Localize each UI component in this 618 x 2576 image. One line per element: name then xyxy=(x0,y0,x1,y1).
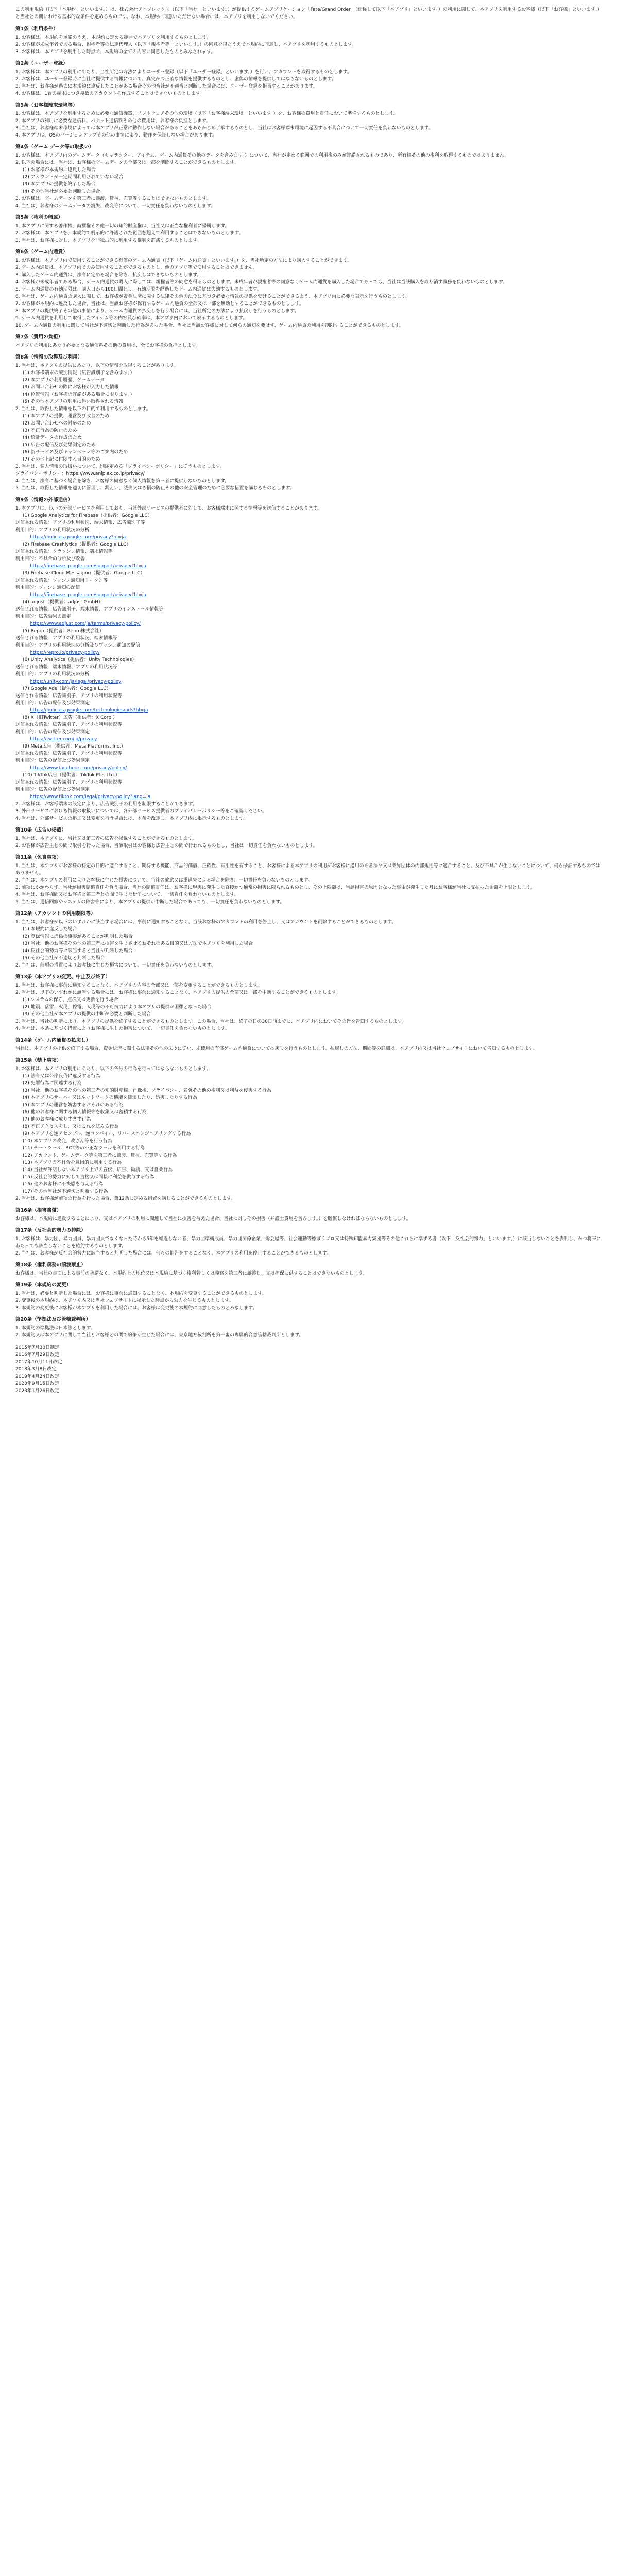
article-title: 第10条（広告の掲載） xyxy=(15,827,66,833)
article-section xyxy=(15,334,603,349)
article-paragraph: 1. 当社は、本アプリがお客様の特定の目的に適合すること、期待する機能、商品的価値、正確性、有用性を有すること、お客様による本アプリの利用がお客様に適用のある法令又は業界団体の内部規則等に適合すること、及び不具合が生じないことについて、何ら保証するものではありません。 xyxy=(15,863,600,876)
list-item: (7) その他上記に付随する目的のため xyxy=(23,457,100,462)
article-section xyxy=(15,249,603,329)
terms-document xyxy=(15,0,603,1405)
revision-date: 2018年3月8日改定 xyxy=(15,1367,57,1372)
revision-date: 2020年9月15日改定 xyxy=(15,1381,60,1386)
list-item: (2) お問い合わせへの対応のため xyxy=(23,421,91,426)
list-item: (7) Google Ads（提供者：Google LLC） xyxy=(23,686,111,691)
article-paragraph: 4. お客様が未成年者である場合、ゲーム内通貨の購入に際しては、親権者等の同意を得るものとします。未成年者が親権者等の同意なくゲーム内通貨を購入した場合であっても、当社は当該購入を取り消す義務を負わないものとします。 xyxy=(15,280,507,285)
list-item: (9) 本アプリを逆アセンブル、逆コンパイル、リバースエンジニアリングする行為 xyxy=(23,1131,191,1137)
revision-date: 2023年1月26日改定 xyxy=(15,1388,60,1394)
article-paragraph: 当社は、本アプリの提供を終了する場合、資金決済に関する法律その他の法令に従い、未使用の有償ゲーム内通貨について払戻しを行うものとします。払戻しの方法、期間等の詳細は、本アプリ内又は当社ウェブサイトにおいて告知するものとします。 xyxy=(15,1046,538,1052)
policy-link[interactable]: https://www.adjust.com/ja/terms/privacy-policy/ xyxy=(30,621,141,626)
article-paragraph: 送信される情報：広告識別子、アプリの利用状況等 xyxy=(15,722,122,727)
article-paragraph: 送信される情報：プッシュ通知用トークン等 xyxy=(15,578,108,583)
list-item: (10) 本アプリの改変、改ざん等を行う行為 xyxy=(23,1139,112,1144)
article-paragraph: お客様は、当社の書面による事前の承諾なく、本規約上の地位又は本規約に基づく権利若しくは義務を第三者に譲渡し、又は担保に供することはできないものとします。 xyxy=(15,1271,368,1276)
policy-link[interactable]: https://unity.com/ja/legal/privacy-policy xyxy=(30,679,122,684)
list-item: (2) アカウントが一定期間利用されていない場合 xyxy=(23,175,124,180)
article-paragraph: 送信される情報：広告識別子、アプリの利用状況等 xyxy=(15,780,122,785)
article-section xyxy=(15,1262,603,1277)
list-item: (4) 反社会的勢力等に該当すると当社が判断した場合 xyxy=(23,948,133,954)
article-paragraph: 2. 当社は、お客様が前項の行為を行った場合、第12条に定める措置を講じることができるものとします。 xyxy=(15,1196,236,1201)
article-paragraph: 3. 当社は、お客様端末環境によっては本アプリが正常に動作しない場合があることをあらかじめ了承するものとし、当社はお客様端末環境に起因する不具合について一切責任を負わないものとします。 xyxy=(15,126,434,131)
article-paragraph: 1. お客様は、本アプリを利用するために必要な通信機器、ソフトウェアその他の環境（以下「お客様端末環境」といいます。）を、お客様の費用と責任において準備するものとします。 xyxy=(15,111,398,116)
article-section xyxy=(15,1207,603,1223)
article-section xyxy=(15,1227,603,1257)
article-paragraph: 2. お客様は、本アプリを、本規約で明示的に許諾された範囲を超えて利用することはできないものとします。 xyxy=(15,231,244,236)
list-item: (3) Firebase Cloud Messaging（提供者：Google LLC） xyxy=(23,571,145,576)
revision-date: 2017年10月11日改定 xyxy=(15,1360,62,1365)
article-section xyxy=(15,1057,603,1202)
list-item: (2) 犯罪行為に関連する行為 xyxy=(23,1081,82,1086)
article-paragraph: 10. ゲーム内通貨の利用に関して当社が不適切と判断した行為があった場合、当社は当該お客様に対して何らの通知を要せず、ゲーム内通貨の利用を制限することができるものとします。 xyxy=(15,323,404,328)
policy-link[interactable]: https://firebase.google.com/support/privacy?hl=ja xyxy=(30,564,147,569)
revision-dates xyxy=(15,1344,603,1395)
list-item: (1) システムの保守、点検又は更新を行う場合 xyxy=(23,997,118,1003)
list-item: (4) 本アプリのサーバー又はネットワークの機能を破壊したり、妨害したりする行為 xyxy=(23,1095,197,1100)
article-paragraph: 利用目的：広告の配信及び効果測定 xyxy=(15,787,90,792)
article-paragraph: 1. お客様は、本規約を承諾のうえ、本規約に定める範囲で本アプリを利用するものとします。 xyxy=(15,35,211,40)
article-paragraph: 2. ゲーム内通貨は、本アプリ内でのみ使用することができるものとし、他のアプリ等で使用することはできません。 xyxy=(15,265,258,270)
article-section xyxy=(15,827,603,850)
article-paragraph: 2. 本規約又は本アプリに関して当社とお客様との間で紛争が生じた場合には、東京地方裁判所を第一審の専属的合意管轄裁判所とします。 xyxy=(15,1333,304,1338)
article-title: 第9条（情報の外部送信） xyxy=(15,497,73,503)
article-title: 第18条（権利義務の譲渡禁止） xyxy=(15,1262,86,1268)
article-section xyxy=(15,1282,603,1312)
list-item: (3) 当社、他のお客様その他の第三者の知的財産権、肖像権、プライバシー、名誉その他の権利又は利益を侵害する行為 xyxy=(23,1088,271,1093)
article-paragraph: 2. 本アプリの利用に必要な通信料、パケット通信料その他の費用は、お客様の負担とします。 xyxy=(15,118,211,124)
article-paragraph: 1. 当社は、必要と判断した場合には、お客様に事前に通知することなく、本規約を変更することができるものとします。 xyxy=(15,1291,267,1296)
article-title: 第1条（利用条件） xyxy=(15,26,58,32)
list-item: (2) 登録情報に虚偽の事実があることが判明した場合 xyxy=(23,934,133,939)
list-item: (4) 統計データの作成のため xyxy=(23,435,82,440)
list-item: (6) 新サービス及びキャンペーン等のご案内のため xyxy=(23,450,128,455)
article-paragraph: 1. お客様は、本アプリ内のゲームデータ（キャラクター、アイテム、ゲーム内通貨その他のデータを含みます。）について、当社が定める範囲での利用権のみが許諾されるものであり、所有権その他の権利を取得するものではありません。 xyxy=(15,153,509,158)
article-paragraph: 1. 本規約の準拠法は日本法とします。 xyxy=(15,1326,95,1331)
list-item: (3) その他当社が本アプリの提供の中断が必要と判断した場合 xyxy=(23,1012,151,1017)
article-title: 第8条（情報の取得及び利用） xyxy=(15,354,83,360)
article-paragraph: 4. 当社は、お客様のゲームデータの消失、改変等について、一切責任を負わないものとします。 xyxy=(15,204,216,209)
list-item: (11) チートツール、BOT等の不正なツールを利用する行為 xyxy=(23,1146,145,1151)
list-item: (3) お問い合わせの際にお客様が入力した情報 xyxy=(23,385,119,390)
article-paragraph: 9. ゲーム内通貨を利用して取得したアイテム等の内容及び確率は、本アプリ内において表示するものとします。 xyxy=(15,316,248,321)
list-item: (1) お客様が本規約に違反した場合 xyxy=(23,167,96,173)
list-item: (4) その他当社が必要と判断した場合 xyxy=(23,189,100,194)
list-item: (8) 不正アクセスをし、又はこれを試みる行為 xyxy=(23,1124,119,1129)
list-item: (5) Repro（提供者：Repro株式会社） xyxy=(23,629,104,634)
list-item: (2) Firebase Crashlytics（提供者：Google LLC） xyxy=(23,542,131,547)
article-paragraph: 2. 変更後の本規約は、本アプリ内又は当社ウェブサイトに掲示した時点から効力を生じるものとします。 xyxy=(15,1298,234,1303)
list-item: (15) 反社会的勢力に対して直接又は間接に利益を供与する行為 xyxy=(23,1175,154,1180)
article-title: 第11条（免責事項） xyxy=(15,855,62,860)
list-item: (14) 当社が許諾しない本アプリ上での宣伝、広告、勧誘、又は営業行為 xyxy=(23,1167,173,1173)
list-item: (13) 本アプリの不具合を意図的に利用する行為 xyxy=(23,1160,122,1165)
article-paragraph: 3. お客様は、本アプリを利用した時点で、本規約の全ての内容に同意したものとみなされます。 xyxy=(15,49,216,55)
article-paragraph: 5. 当社は、通信回線やシステムの障害等により、本アプリの提供が中断した場合であっても、一切責任を負わないものとします。 xyxy=(15,900,285,905)
list-item: (6) Unity Analytics（提供者：Unity Technologies） xyxy=(23,657,137,663)
list-item: (1) 本規約に違反した場合 xyxy=(23,927,77,932)
policy-link[interactable]: https://policies.google.com/privacy?hl=ja xyxy=(30,535,126,540)
article-paragraph: 6. 当社は、ゲーム内通貨の購入に関して、お客様が資金決済に関する法律その他の法令に基づき必要な情報の提供を受けることができるよう、本アプリ内に必要な表示を行うものとします。 xyxy=(15,294,410,299)
article-title: 第4条（ゲーム データ等の取扱い） xyxy=(15,144,94,150)
article-section xyxy=(15,102,603,139)
article-paragraph: 2. お客様が未成年者である場合、親権者等の法定代理人（以下「親権者等」といいます。）の同意を得たうえで本規約に同意し、本アプリを利用するものとします。 xyxy=(15,42,357,47)
list-item: (5) 広告の配信及び効果測定のため xyxy=(23,443,96,448)
list-item: (4) adjust（提供者：adjust GmbH） xyxy=(23,600,103,605)
article-paragraph: 4. 本アプリは、OSのバージョンアップその他の事情により、動作を保証しない場合があります。 xyxy=(15,133,217,138)
article-section xyxy=(15,497,603,822)
article-paragraph: 本アプリの利用にあたり必要となる通信料その他の費用は、全てお客様の負担とします。 xyxy=(15,343,200,348)
policy-link[interactable]: https://www.facebook.com/privacy/policy/ xyxy=(30,766,127,771)
list-item: (4) 位置情報（お客様の許諾がある場合に限ります。） xyxy=(23,392,135,397)
article-paragraph: 送信される情報：広告識別子、アプリの利用状況等 xyxy=(15,751,122,756)
list-item: (12) アカウント、ゲームデータ等を第三者に譲渡、貸与、売買等する行為 xyxy=(23,1153,177,1158)
article-paragraph: 3. 当社は、お客様に対し、本アプリを非独占的に利用する権利を許諾するものとします。 xyxy=(15,238,202,243)
policy-link[interactable]: https://repro.io/privacy-policy/ xyxy=(30,650,100,655)
article-paragraph: 送信される情報：クラッシュ情報、端末情報等 xyxy=(15,549,113,554)
article-paragraph: お客様は、本規約に違反することにより、又は本アプリの利用に関連して当社に損害を与えた場合、当社に対しその損害（弁護士費用を含みます。）を賠償しなければならないものとします。 xyxy=(15,1216,411,1222)
article-paragraph: 3. 当社は、個人情報の取扱いについて、別途定める「プライバシーポリシー」に従うものとします。 xyxy=(15,464,225,469)
article-paragraph: 2. お客様は、ユーザー登録時に当社に提供する情報について、真実かつ正確な情報を提供するものとし、虚偽の情報を提供してはならないものとします。 xyxy=(15,77,336,82)
article-paragraph: 利用目的：不具合の分析及び改善 xyxy=(15,556,85,562)
list-item: (3) 本アプリの提供を終了した場合 xyxy=(23,182,96,187)
article-paragraph: 3. 前項にかかわらず、当社が損害賠償責任を負う場合、当社の賠償責任は、お客様に現実に発生した直接かつ通常の損害に限られるものとし、その上限額は、当該損害の原因となった事由が発生した月にお客様が当社に支払った金額を上限とします。 xyxy=(15,885,536,890)
article-paragraph: 3. 外部サービスにおける情報の取扱いについては、各外部サービス提供者のプライバシーポリシー等をご確認ください。 xyxy=(15,809,267,814)
article-title: 第7条（費用の負担） xyxy=(15,334,63,340)
article-section xyxy=(15,144,603,210)
article-title: 第13条（本アプリの変更、中止及び終了） xyxy=(15,974,110,980)
article-paragraph: 1. 本アプリに関する著作権、商標権その他一切の知的財産権は、当社又は正当な権利者に帰属します。 xyxy=(15,224,230,229)
article-paragraph: 2. 当社は、前項の措置によりお客様に生じた損害について、一切責任を負わないものとします。 xyxy=(15,963,216,968)
article-section xyxy=(15,214,603,244)
article-paragraph: 利用目的：プッシュ通知の配信 xyxy=(15,585,80,590)
list-item: (2) 地震、落雷、火災、停電、天災等の不可抗力により本アプリの提供が困難となった場合 xyxy=(23,1005,212,1010)
revision-date: 2019年4月24日改定 xyxy=(15,1374,60,1379)
article-section xyxy=(15,1037,603,1053)
article-paragraph: 利用目的：広告効果の測定 xyxy=(15,614,72,619)
article-paragraph: 1. お客様は、本アプリの利用にあたり、当社所定の方法によりユーザー登録（以下「ユーザー登録」といいます。）を行い、アカウントを取得するものとします。 xyxy=(15,70,352,75)
article-paragraph: 2. 当社は、以下のいずれかに該当する場合には、お客様に事前に通知することなく、本アプリの提供の全部又は一部を中断することができるものとします。 xyxy=(15,990,341,995)
policy-link[interactable]: https://policies.google.com/technologies/ads?hl=ja xyxy=(30,708,148,713)
article-paragraph: 3. 当社は、お客様が過去に本規約に違反したことがある場合その他当社が不適当と判断した場合には、ユーザー登録を拒否することがあります。 xyxy=(15,84,318,89)
intro-paragraph: この利用規約（以下「本規約」といいます。）は、株式会社アニプレックス（以下「当社」といいます。）が提供するゲームアプリケーション「Fate/Grand Order」（総称して以下「本アプリ」といいます。）の利用に関して、本アプリを利用するお客様（以下「お客様」といいます。）と当社との間における基本的な条件を定めるものです。なお、本規約に同意いただけない場合には、本アプリを利用しないでください。 xyxy=(15,7,602,20)
article-title: 第16条（損害賠償） xyxy=(15,1208,62,1213)
article-paragraph: 3. 購入したゲーム内通貨は、法令に定める場合を除き、払戻しはできないものとします。 xyxy=(15,273,202,278)
article-paragraph: 1. 当社は、お客様が以下のいずれかに該当する場合には、事前に通知することなく、当該お客様のアカウントの利用を停止し、又はアカウントを削除することができるものとします。 xyxy=(15,920,397,925)
list-item: (1) お客様端末の識別情報（広告識別子を含みます。） xyxy=(23,370,135,376)
article-paragraph: プライバシーポリシー：https://www.aniplex.co.jp/privacy/ xyxy=(15,471,145,477)
list-item: (5) 本アプリの運営を妨害するおそれのある行為 xyxy=(23,1103,124,1108)
article-paragraph: 利用目的：広告の配信及び効果測定 xyxy=(15,758,90,764)
article-paragraph: 利用目的：アプリの利用状況の分析 xyxy=(15,528,90,533)
article-section xyxy=(15,974,603,1032)
article-paragraph: 利用目的：アプリの利用状況の分析 xyxy=(15,672,90,677)
list-item: (6) 他のお客様に関する個人情報等を収集又は蓄積する行為 xyxy=(23,1110,147,1115)
policy-link[interactable]: https://firebase.google.com/support/privacy?hl=ja xyxy=(30,592,147,598)
article-paragraph: 利用目的：広告の配信及び効果測定 xyxy=(15,730,90,735)
list-item: (17) その他当社が不適切と判断する行為 xyxy=(23,1189,108,1194)
article-paragraph: 利用目的：アプリの利用状況の分析及びプッシュ通知の配信 xyxy=(15,643,140,648)
article-paragraph: 1. 当社は、本アプリに、当社又は第三者の広告を掲載することができるものとします。 xyxy=(15,836,197,841)
article-paragraph: 2. 当社は、本アプリの利用によりお客様に生じた損害について、当社の故意又は重過失による場合を除き、一切責任を負わないものとします。 xyxy=(15,878,313,883)
list-item: (8) X（旧Twitter）広告（提供者：X Corp.） xyxy=(23,715,118,720)
article-section xyxy=(15,354,603,492)
article-paragraph: 1. 本アプリは、以下の外部サービスを利用しており、当該外部サービスの提供者に対して、お客様端末に関する情報等を送信することがあります。 xyxy=(15,506,322,511)
article-title: 第17条（反社会的勢力の排除） xyxy=(15,1228,86,1233)
article-paragraph: 2. 以下の場合には、当社は、お客様のゲームデータの全部又は一部を削除することができるものとします。 xyxy=(15,160,239,165)
list-item: (5) その他当社が不適切と判断した場合 xyxy=(23,956,105,961)
list-item: (3) 当社、他のお客様その他の第三者に損害を生じさせるおそれのある目的又は方法で本アプリを利用した場合 xyxy=(23,941,253,946)
article-paragraph: 利用目的：広告の配信及び効果測定 xyxy=(15,701,90,706)
article-paragraph: 7. お客様が本規約に違反した場合、当社は、当該お客様が保有するゲーム内通貨の全部又は一部を無効とすることができるものとします。 xyxy=(15,301,304,307)
article-paragraph: 4. 当社は、本条に基づく措置によりお客様に生じた損害について、一切責任を負わないものとします。 xyxy=(15,1026,230,1031)
article-paragraph: 4. 当社は、お客様間又はお客様と第三者との間で生じた紛争について、一切責任を負わないものとします。 xyxy=(15,892,239,897)
article-title: 第15条（禁止事項） xyxy=(15,1058,62,1063)
article-title: 第12条（アカウントの利用制限等） xyxy=(15,911,96,917)
article-paragraph: 送信される情報：アプリの利用状況、端末情報、広告識別子等 xyxy=(15,520,145,526)
article-paragraph: 2. お客様は、お客様端末の設定により、広告識別子の利用を制限することができます。 xyxy=(15,802,197,807)
article-paragraph: 1. 当社は、本アプリの提供にあたり、以下の情報を取得することがあります。 xyxy=(15,363,179,368)
list-item: (1) 本アプリの提供、運営及び改善のため xyxy=(23,414,110,419)
article-paragraph: 8. 本アプリの提供終了その他の事情により、ゲーム内通貨の払戻しを行う場合には、当社所定の方法により払戻しを行うものとします。 xyxy=(15,309,299,314)
article-title: 第19条（本規約の変更） xyxy=(15,1282,72,1288)
list-item: (2) 本アプリの利用履歴、ゲームデータ xyxy=(23,378,105,383)
revision-date: 2016年7月29日改定 xyxy=(15,1352,60,1358)
article-paragraph: 送信される情報：広告識別子、端末情報、アプリのインストール情報等 xyxy=(15,607,164,612)
list-item: (10) TikTok広告（提供者：TikTok Pte. Ltd.） xyxy=(23,773,120,778)
list-item: (9) Meta広告（提供者：Meta Platforms, Inc.） xyxy=(23,744,126,749)
article-section xyxy=(15,910,603,969)
list-item: (5) その他本アプリの利用に伴い取得される情報 xyxy=(23,399,124,404)
article-paragraph: 4. お客様は、1台の端末につき複数のアカウントを作成することはできないものとします。 xyxy=(15,91,205,96)
article-paragraph: 2. 当社は、お客様が反社会的勢力に該当すると判明した場合には、何らの催告をすることなく、本アプリの利用を停止することができるものとします。 xyxy=(15,1251,332,1256)
article-section xyxy=(15,60,603,97)
policy-link[interactable]: https://www.tiktok.com/legal/privacy-policy?lang=ja xyxy=(30,794,151,800)
policy-link[interactable]: https://twitter.com/ja/privacy xyxy=(30,737,97,742)
list-item: (3) 不正行為の防止のため xyxy=(23,428,77,433)
article-paragraph: 4. 当社は、法令に基づく場合を除き、お客様の同意なく個人情報を第三者に提供しないものとします。 xyxy=(15,479,230,484)
article-paragraph: 2. 当社は、取得した情報を以下の目的で利用するものとします。 xyxy=(15,406,151,412)
article-paragraph: 5. ゲーム内通貨の有効期限は、購入日から180日間とし、有効期限を経過したゲーム内通貨は失効するものとします。 xyxy=(15,287,262,292)
list-item: (16) 他のお客様に不快感を与える行為 xyxy=(23,1182,104,1187)
article-paragraph: 5. 当社は、取得した情報を適切に管理し、漏えい、滅失又はき損の防止その他の安全管理のために必要な措置を講じるものとします。 xyxy=(15,486,295,491)
article-section xyxy=(15,1316,603,1339)
article-paragraph: 送信される情報：広告識別子、アプリの利用状況等 xyxy=(15,693,122,699)
article-paragraph: 4. 当社は、外部サービスの追加又は変更を行う場合には、本条を改定し、本アプリ内に掲示するものとします。 xyxy=(15,816,248,821)
article-paragraph: 送信される情報：アプリの利用状況、端末情報等 xyxy=(15,636,117,641)
article-paragraph: 2. お客様が広告主との間で取引を行った場合、当該取引はお客様と広告主との間で行われるものとし、当社は一切責任を負わないものとします。 xyxy=(15,843,318,849)
article-title: 第2条（ユーザー登録） xyxy=(15,61,68,66)
article-title: 第6条（ゲーム内通貨） xyxy=(15,249,68,255)
list-item: (7) 他のお客様に成りすます行為 xyxy=(23,1117,91,1122)
article-paragraph: 1. お客様は、暴力団、暴力団員、暴力団員でなくなった時から5年を経過しない者、暴力団準構成員、暴力団関係企業、総会屋等、社会運動等標ぼうゴロ又は特殊知能暴力集団等その他これらに準ずる者（以下「反社会的勢力」といいます。）に該当しないことを表明し、かつ将来にわたっても該当しないことを確約するものとします。 xyxy=(15,1236,601,1249)
article-section xyxy=(15,854,603,906)
article-paragraph: 3. 当社は、当社の判断により、本アプリの提供を終了することができるものとします。この場合、当社は、終了の日の30日前までに、本アプリ内においてその旨を告知するものとします。 xyxy=(15,1019,406,1024)
article-paragraph: 1. お客様は、本アプリの利用にあたり、以下の各号の行為を行ってはならないものとします。 xyxy=(15,1066,211,1072)
article-paragraph: 3. 本規約の変更後にお客様が本アプリを利用した場合には、お客様は変更後の本規約に同意したものとみなします。 xyxy=(15,1306,258,1311)
articles-container xyxy=(15,26,603,1339)
list-item: (1) Google Analytics for Firebase（提供者：Google LLC） xyxy=(23,513,152,518)
revision-date: 2015年7月30日制定 xyxy=(15,1345,60,1350)
article-title: 第5条（権利の帰属） xyxy=(15,215,63,221)
article-title: 第14条（ゲーム内通貨の払戻し） xyxy=(15,1038,91,1043)
list-item: (1) 法令又は公序良俗に違反する行為 xyxy=(23,1074,100,1079)
article-section xyxy=(15,26,603,56)
article-title: 第20条（準拠法及び管轄裁判所） xyxy=(15,1317,91,1323)
article-title: 第3条（お客様端末環境等） xyxy=(15,103,78,108)
article-paragraph: 1. 当社は、お客様に事前に通知することなく、本アプリの内容の全部又は一部を変更することができるものとします。 xyxy=(15,983,262,988)
article-paragraph: 1. お客様は、本アプリ内で使用することができる有償のゲーム内通貨（以下「ゲーム内通貨」といいます。）を、当社所定の方法により購入することができます。 xyxy=(15,258,352,263)
article-paragraph: 3. お客様は、ゲームデータを第三者に譲渡、貸与、売買等することはできないものとします。 xyxy=(15,196,211,201)
article-paragraph: 送信される情報：端末情報、アプリの利用状況等 xyxy=(15,665,117,670)
